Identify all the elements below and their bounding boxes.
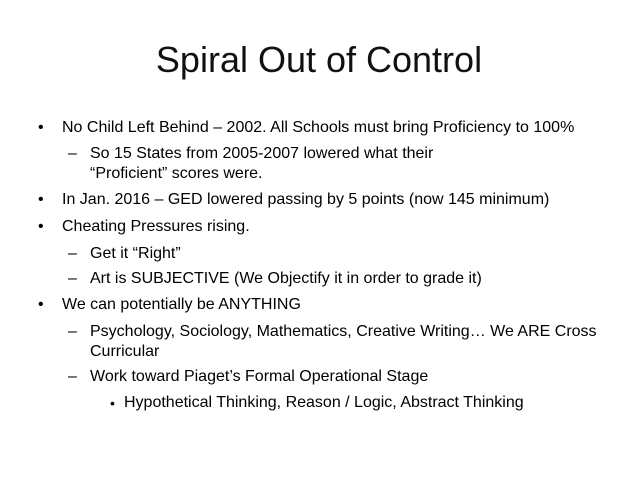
sub-bullet-line: Curricular (90, 343, 160, 360)
bullet-marker: • (38, 218, 44, 235)
sub-bullet-text: Get it “Right” (90, 245, 181, 262)
dash-marker: – (68, 323, 77, 340)
bullet-text: We can potentially be ANYTHING (62, 296, 301, 313)
sub-bullet-text (90, 144, 610, 184)
bullet-marker: • (110, 395, 115, 411)
sub-bullet-text (90, 322, 610, 362)
dash-marker: – (68, 145, 77, 162)
sub-sub-bullet-text: Hypothetical Thinking, Reason / Logic, Abstract Thinking (124, 394, 524, 411)
dash-marker: – (68, 368, 77, 385)
bullet-text: Cheating Pressures rising. (62, 218, 250, 235)
slide-title: Spiral Out of Control (155, 39, 483, 80)
dash-marker: – (68, 245, 77, 262)
sub-bullet-text: Art is SUBJECTIVE (We Objectify it in order to grade it) (90, 270, 482, 287)
sub-bullet-line: So 15 States from 2005-2007 lowered what their (90, 145, 434, 162)
bullet-marker: • (38, 191, 44, 208)
dash-marker: – (68, 270, 77, 287)
sub-bullet-line: Psychology, Sociology, Mathematics, Creative Writing… We ARE Cross (90, 323, 597, 340)
bullet-text: In Jan. 2016 – GED lowered passing by 5 points (now 145 minimum) (62, 191, 550, 208)
bullet-marker: • (38, 296, 44, 313)
sub-bullet-text: Work toward Piaget’s Formal Operational Stage (90, 368, 429, 385)
bullet-marker: • (38, 119, 44, 136)
sub-bullet-line: “Proficient” scores were. (90, 165, 263, 182)
bullet-text: No Child Left Behind – 2002. All Schools must bring Proficiency to 100% (62, 119, 575, 136)
